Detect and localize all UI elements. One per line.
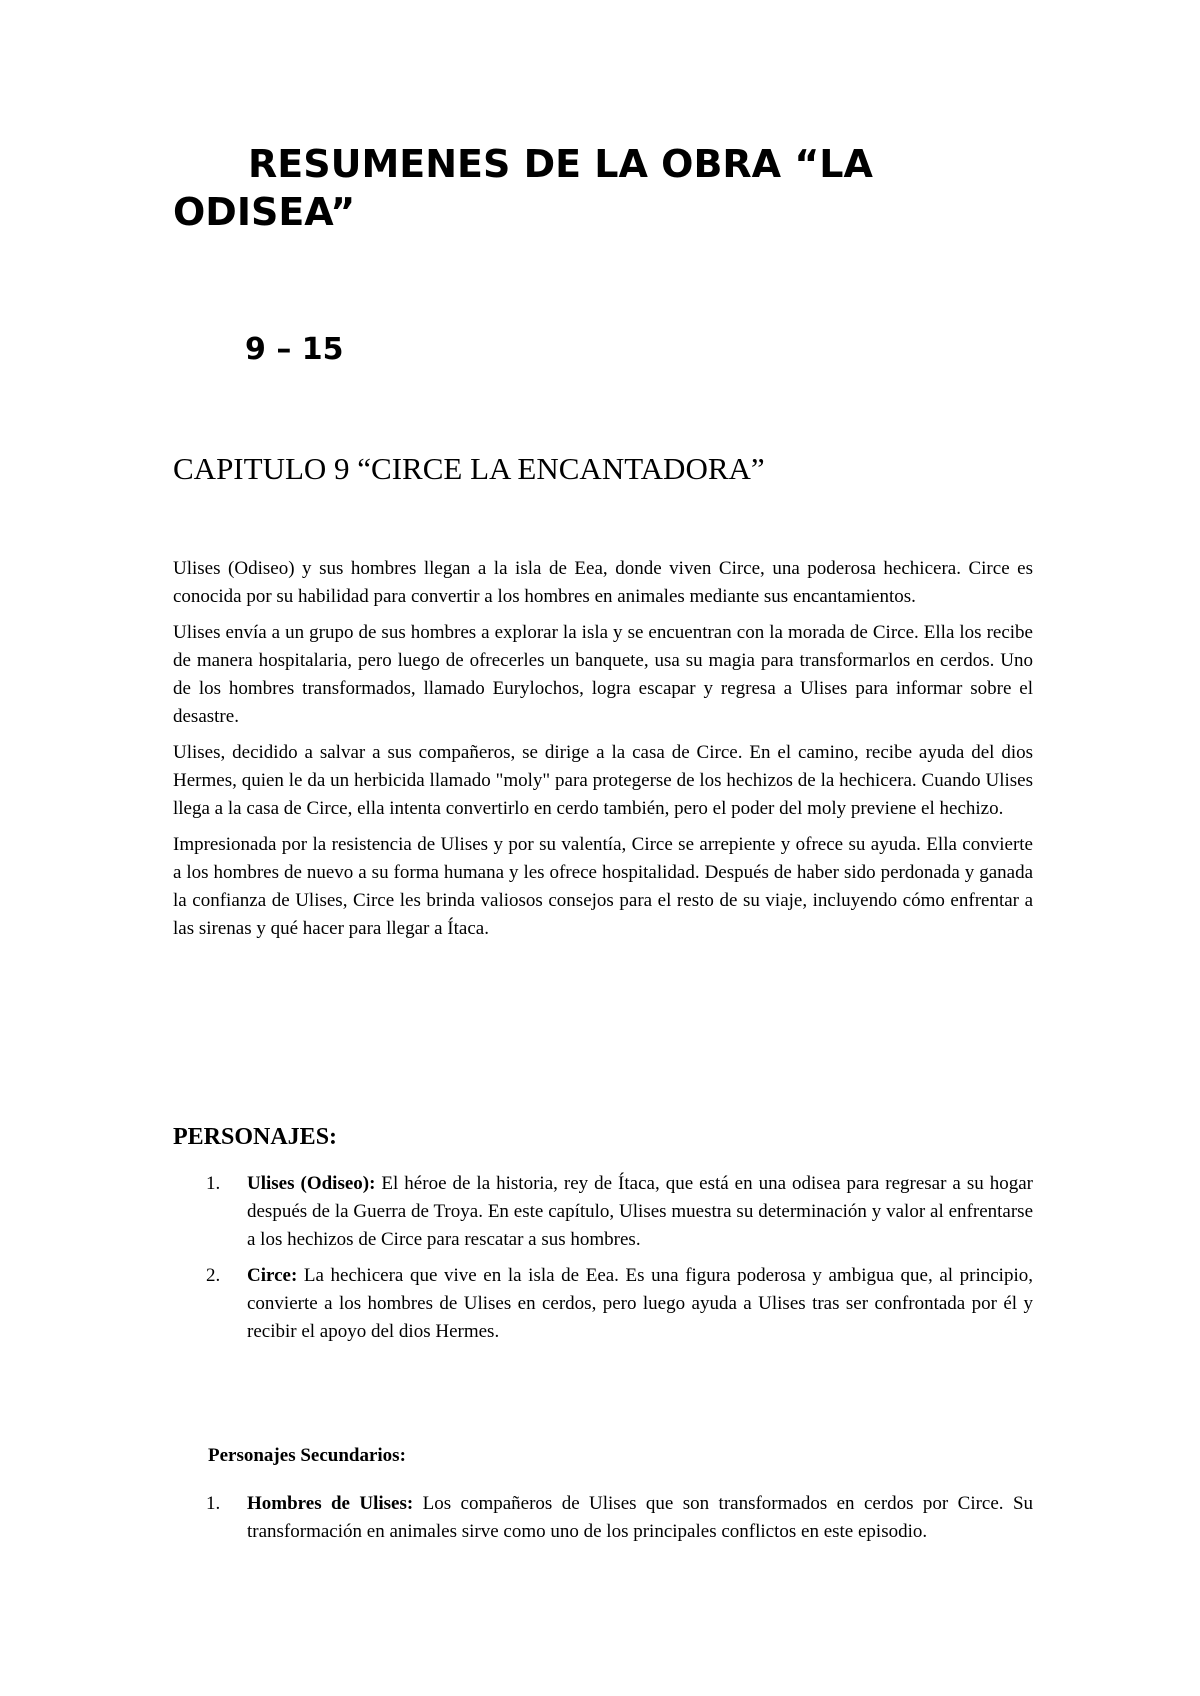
character-name: Ulises (Odiseo): [247, 1173, 376, 1194]
character-description: La hechicera que vive en la isla de Eea. Es una figura poderosa y ambigua que, al principio, convierte a los hombres de Ulises en cerdos, pero luego ayuda a Ulises tras ser confrontada por él y recibir el apoyo del dios Hermes. [247, 1265, 1033, 1342]
chapter-summary [173, 555, 1033, 951]
secondary-characters-heading: Personajes Secundarios: [208, 1445, 406, 1466]
chapter-range: 9 – 15 [245, 332, 344, 367]
main-characters-list [173, 1170, 1033, 1354]
list-item [173, 1262, 1033, 1346]
summary-paragraph: Ulises envía a un grupo de sus hombres a explorar la isla y se encuentran con la morada de Circe. Ella los recibe de manera hospitalaria, pero luego de ofrecerles un banquete, usa su magia para transformarlos en cerdos. Uno de los hombres transformados, llamado Eurylochos, logra escapar y regresa a Ulises para informar sobre el desastre. [173, 622, 1033, 727]
character-name: Hombres de Ulises: [247, 1493, 414, 1514]
document-title: RESUMENES DE LA OBRA “LA ODISEA” [173, 142, 873, 234]
chapter-title: CAPITULO 9 “CIRCE LA ENCANTADORA” [173, 451, 765, 486]
character-description: Los compañeros de Ulises que son transformados en cerdos por Circe. Su transformación en animales sirve como uno de los principales conflictos en este episodio. [247, 1493, 1034, 1542]
list-number: 1. [206, 1493, 221, 1514]
summary-paragraph: Ulises, decidido a salvar a sus compañeros, se dirige a la casa de Circe. En el camino, recibe ayuda del dios Hermes, quien le da un herbicida llamado "moly" para protegerse de los hechizos de la hechicera. Cuando Ulises llega a la casa de Circe, ella intenta convertirlo en cerdo también, pero el poder del moly previene el hechizo. [173, 742, 1033, 819]
list-item [173, 1490, 1033, 1546]
document-content [173, 140, 1034, 1542]
characters-heading: PERSONAJES: [173, 1124, 338, 1150]
summary-paragraph: Impresionada por la resistencia de Ulises y por su valentía, Circe se arrepiente y ofrece su ayuda. Ella convierte a los hombres de nuevo a su forma humana y les ofrece hospitalidad. Después de haber sido perdonada y ganada la confianza de Ulises, Circe les brinda valiosos consejos para el resto de su viaje, incluyendo cómo enfrentar a las sirenas y qué hacer para llegar a Ítaca. [173, 834, 1033, 939]
character-name: Circe: [247, 1265, 298, 1286]
secondary-characters-list [173, 1490, 1033, 1554]
list-item [173, 1170, 1033, 1254]
list-number: 2. [206, 1265, 221, 1286]
character-description: El héroe de la historia, rey de Ítaca, que está en una odisea para regresar a su hogar después de la Guerra de Troya. En este capítulo, Ulises muestra su determinación y valor al enfrentarse a los hechizos de Circe para rescatar a sus hombres. [247, 1173, 1033, 1250]
list-number: 1. [206, 1173, 221, 1194]
summary-paragraph: Ulises (Odiseo) y sus hombres llegan a la isla de Eea, donde viven Circe, una poderosa hechicera. Circe es conocida por su habilidad para convertir a los hombres en animales mediante sus encantamientos. [173, 558, 1033, 607]
